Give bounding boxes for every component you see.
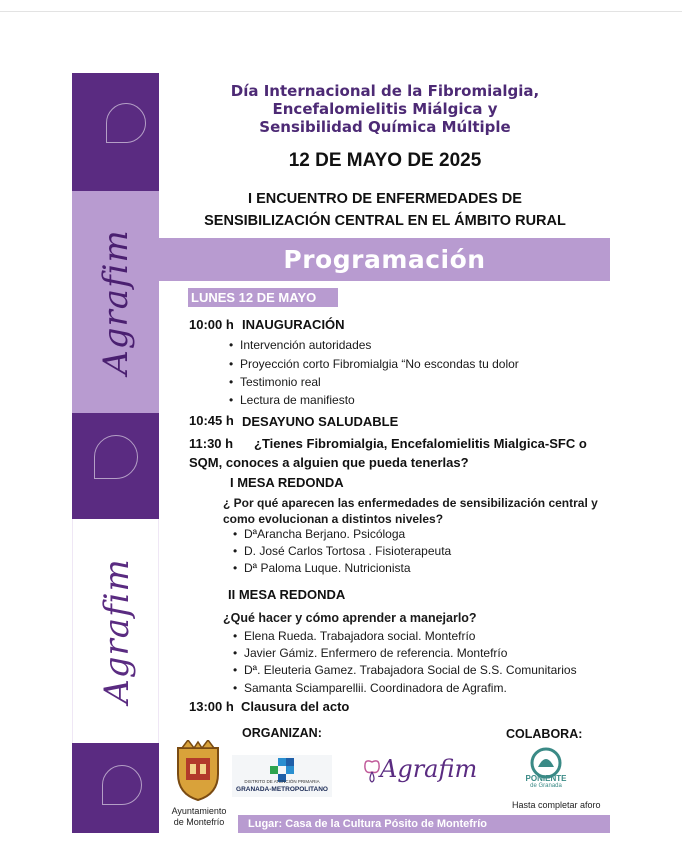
flower-outline-icon xyxy=(106,103,146,143)
event-title-line: I ENCUENTRO DE ENFERMEDADES DE xyxy=(248,191,522,207)
mesa2-title: II MESA REDONDA xyxy=(228,587,346,602)
strip-logo: Agrafim xyxy=(95,229,136,375)
poniente-name: PONIENTE xyxy=(525,774,567,783)
ayuntamiento-caption xyxy=(160,806,238,828)
programacion-heading: Programación xyxy=(283,245,486,274)
time-inauguracion: 10:00 h xyxy=(189,317,234,332)
colabora-label: COLABORA: xyxy=(506,727,583,741)
title-clausura: Clausura del acto xyxy=(241,699,350,714)
strip-dark-segment xyxy=(72,413,159,519)
day-tag: LUNES 12 DE MAYO xyxy=(188,288,338,307)
list-item: • Javier Gámiz. Enfermero de referencia. Montefrío xyxy=(244,646,507,660)
strip-dark-segment xyxy=(72,73,159,191)
distrito-caption: GRANADA-METROPOLITANO xyxy=(236,786,328,793)
butterfly-icon xyxy=(362,758,382,784)
agrafim-logo: Agrafim xyxy=(380,755,478,783)
list-item: • DªArancha Berjano. Psicóloga xyxy=(244,527,405,541)
list-item: • Proyección corto Fibromialgia “No escondas tu dolor xyxy=(240,357,519,371)
decorative-strip xyxy=(72,73,159,833)
list-item: • Samanta Sciamparellii. Coordinadora de Agrafim. xyxy=(244,681,507,695)
strip-dark-segment xyxy=(72,743,159,833)
strip-light-segment xyxy=(72,191,159,413)
list-item: • Elena Rueda. Trabajadora social. Montefrío xyxy=(244,629,475,643)
list-item: • Dª. Eleuteria Gamez. Trabajadora Social de S.S. Comunitarios xyxy=(244,663,577,677)
list-item: • Dª Paloma Luque. Nutricionista xyxy=(244,561,411,575)
poniente-sub: de Granada xyxy=(530,783,562,789)
time-pregunta: 11:30 h xyxy=(189,436,234,451)
header-title-line: Sensibilidad Química Múltiple xyxy=(259,118,511,136)
list-item: • Intervención autoridades xyxy=(240,338,371,352)
top-bar xyxy=(0,0,682,12)
strip-pale-segment xyxy=(72,519,159,743)
pregunta-line: ¿Tienes Fibromialgia, Encefalomielitis Mialgica-SFC o xyxy=(254,436,587,451)
ayuntamiento-caption-line: Ayuntamiento xyxy=(171,806,227,816)
distrito-small-caption: DISTRITO DE ATENCIÓN PRIMARIA xyxy=(244,779,320,784)
list-item: • Lectura de manifiesto xyxy=(240,393,355,407)
flower-outline-icon xyxy=(94,435,138,479)
lugar-text: Lugar: Casa de la Cultura Pósito de Montefrío xyxy=(248,818,487,830)
event-title xyxy=(160,188,610,232)
event-date: 12 DE MAYO DE 2025 xyxy=(288,150,482,171)
header-title-line: Encefalomielitis Miálgica y xyxy=(272,100,498,118)
aforo-note: Hasta completar aforo xyxy=(512,800,601,810)
header-title xyxy=(160,82,610,136)
title-inauguracion: INAUGURACIÓN xyxy=(242,317,345,332)
time-clausura: 13:00 h xyxy=(189,699,234,714)
pregunta-line: SQM, conoces a alguien que pueda tenerlas? xyxy=(189,455,469,470)
mesa1-question-line: como evolucionan a distintos niveles? xyxy=(223,512,444,526)
ayuntamiento-caption-line: de Montefrío xyxy=(173,817,225,827)
mesa1-title: I MESA REDONDA xyxy=(230,475,344,490)
flower-outline-icon xyxy=(102,765,142,805)
event-title-line: SENSIBILIZACIÓN CENTRAL EN EL ÁMBITO RURAL xyxy=(204,213,566,229)
lugar-band xyxy=(238,815,610,833)
strip-logo: Agrafim xyxy=(96,558,137,704)
mesa1-question-line: ¿ Por qué aparecen las enfermedades de sensibilización central y xyxy=(223,496,598,510)
list-item: • D. José Carlos Tortosa . Fisioterapeuta xyxy=(244,544,451,558)
list-item: • Testimonio real xyxy=(240,375,321,389)
title-desayuno: DESAYUNO SALUDABLE xyxy=(242,414,399,429)
ayuntamiento-shield-icon xyxy=(172,740,224,802)
poniente-caption xyxy=(512,774,580,789)
mesa2-question: ¿Qué hacer y cómo aprender a manejarlo? xyxy=(223,611,477,625)
programacion-band xyxy=(159,238,610,281)
organizan-label: ORGANIZAN: xyxy=(242,726,322,740)
time-desayuno: 10:45 h xyxy=(189,413,234,428)
header-title-line: Día Internacional de la Fibromialgia, xyxy=(230,82,540,100)
